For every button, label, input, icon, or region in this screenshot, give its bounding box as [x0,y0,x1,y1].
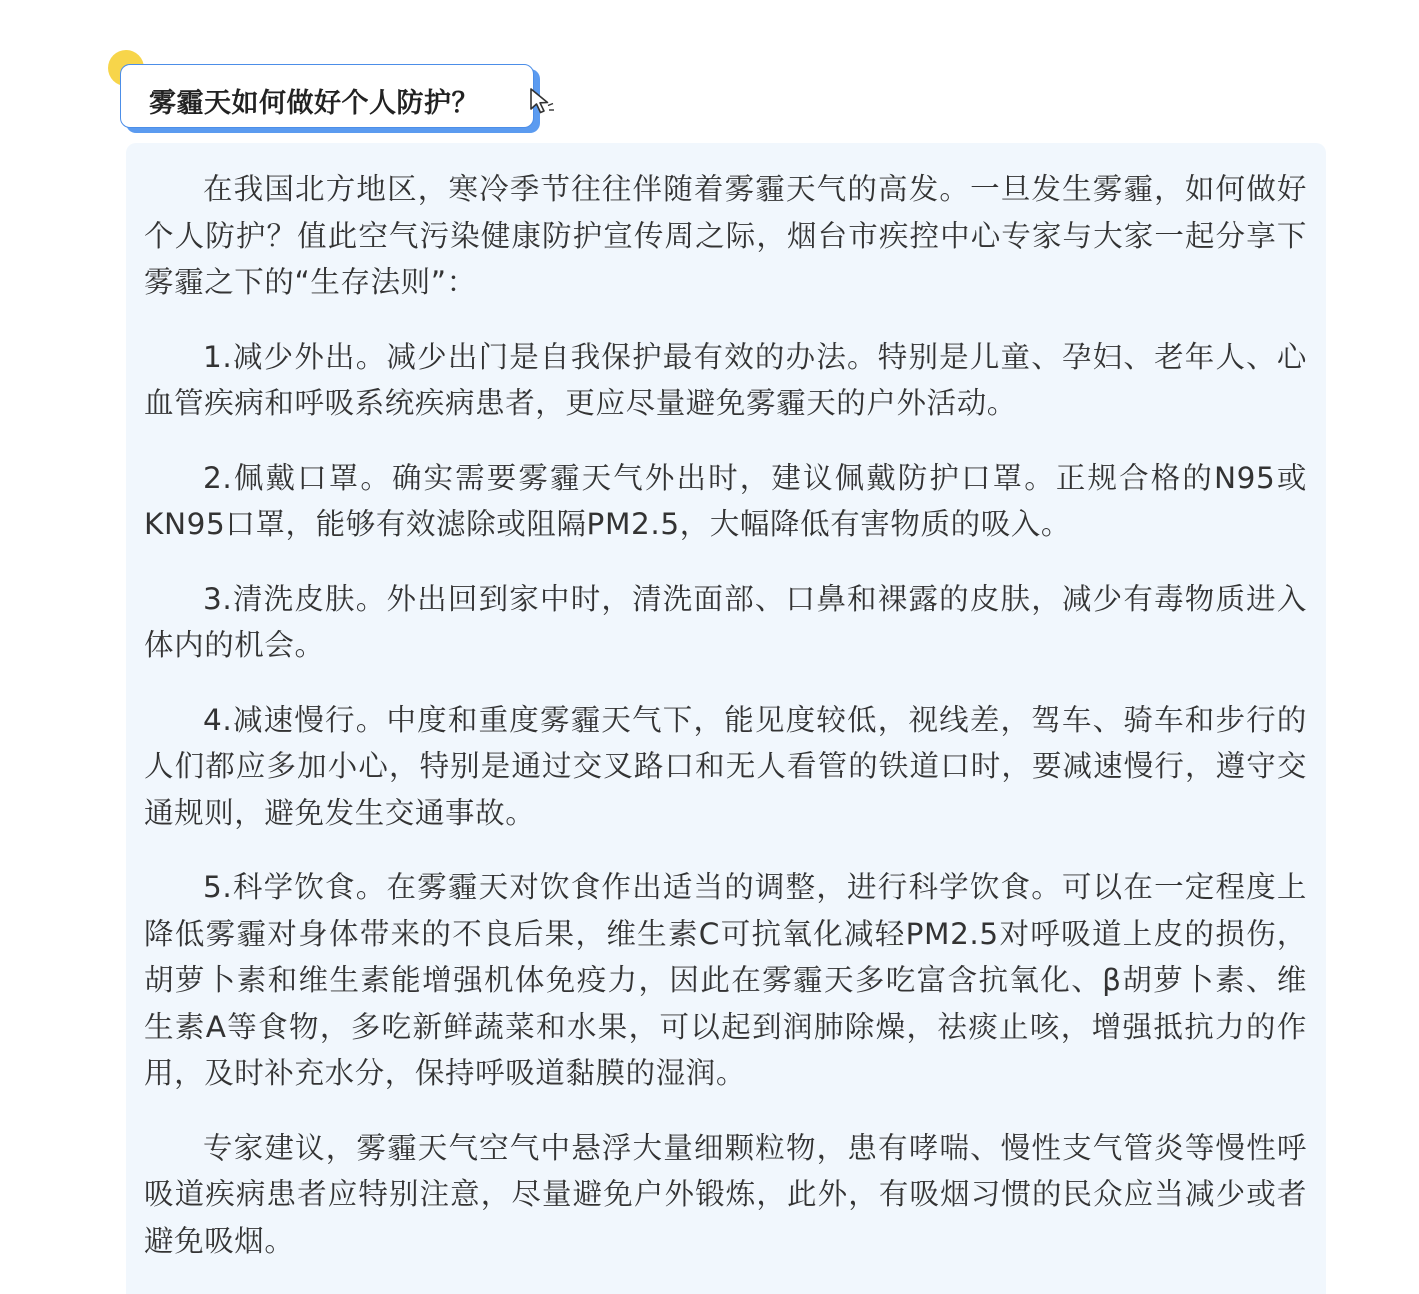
title-box [120,64,534,128]
tip-slow-down: 4.减速慢行。中度和重度雾霾天气下，能见度较低，视线差，驾车、骑车和步行的人们都应多加小心，特别是通过交叉路口和无人看管的铁道口时，要减速慢行，遵守交通规则，避免发生交通事故。 [144,702,1307,830]
expert-advice-paragraph: 专家建议，雾霾天气空气中悬浮大量细颗粒物，患有哮喘、慢性支气管炎等慢性呼吸道疾病患者应特别注意，尽量避免户外锻炼，此外，有吸烟习惯的民众应当减少或者避免吸烟。 [144,1130,1307,1258]
tip-clean-skin: 3.清洗皮肤。外出回到家中时，清洗面部、口鼻和裸露的皮肤，减少有毒物质进入体内的机会。 [144,581,1307,662]
cursor-icon [528,86,558,116]
tip-scientific-diet: 5.科学饮食。在雾霾天对饮食作出适当的调整，进行科学饮食。可以在一定程度上降低雾霾对身体带来的不良后果，维生素C可抗氧化减轻PM2.5对呼吸道上皮的损伤，胡萝卜素和维生素能增强机体免疫力，因此在雾霾天多吃富含抗氧化、β胡萝卜素、维生素A等食物，多吃新鲜蔬菜和水果，可以起到润肺除燥，祛痰止咳，增强抵抗力的作用，及时补充水分，保持呼吸道黏膜的湿润。 [144,870,1307,1090]
page-title: 雾霾天如何做好个人防护？ [149,88,479,119]
tip-wear-mask: 2.佩戴口罩。确实需要雾霾天气外出时，建议佩戴防护口罩。正规合格的N95或KN95口罩，能够有效滤除或阻隔PM2.5，大幅降低有害物质的吸入。 [144,460,1307,541]
intro-paragraph: 在我国北方地区，寒冷季节往往伴随着雾霾天气的高发。一旦发生雾霾，如何做好个人防护？值此空气污染健康防护宣传周之际，烟台市疾控中心专家与大家一起分享下雾霾之下的“生存法则”： [144,172,1307,299]
article-body [144,166,1307,1292]
section-title-banner [108,50,568,140]
tip-reduce-outings: 1.减少外出。减少出门是自我保护最有效的办法。特别是儿童、孕妇、老年人、心血管疾病和呼吸系统疾病患者，更应尽量避免雾霾天的户外活动。 [144,339,1307,420]
